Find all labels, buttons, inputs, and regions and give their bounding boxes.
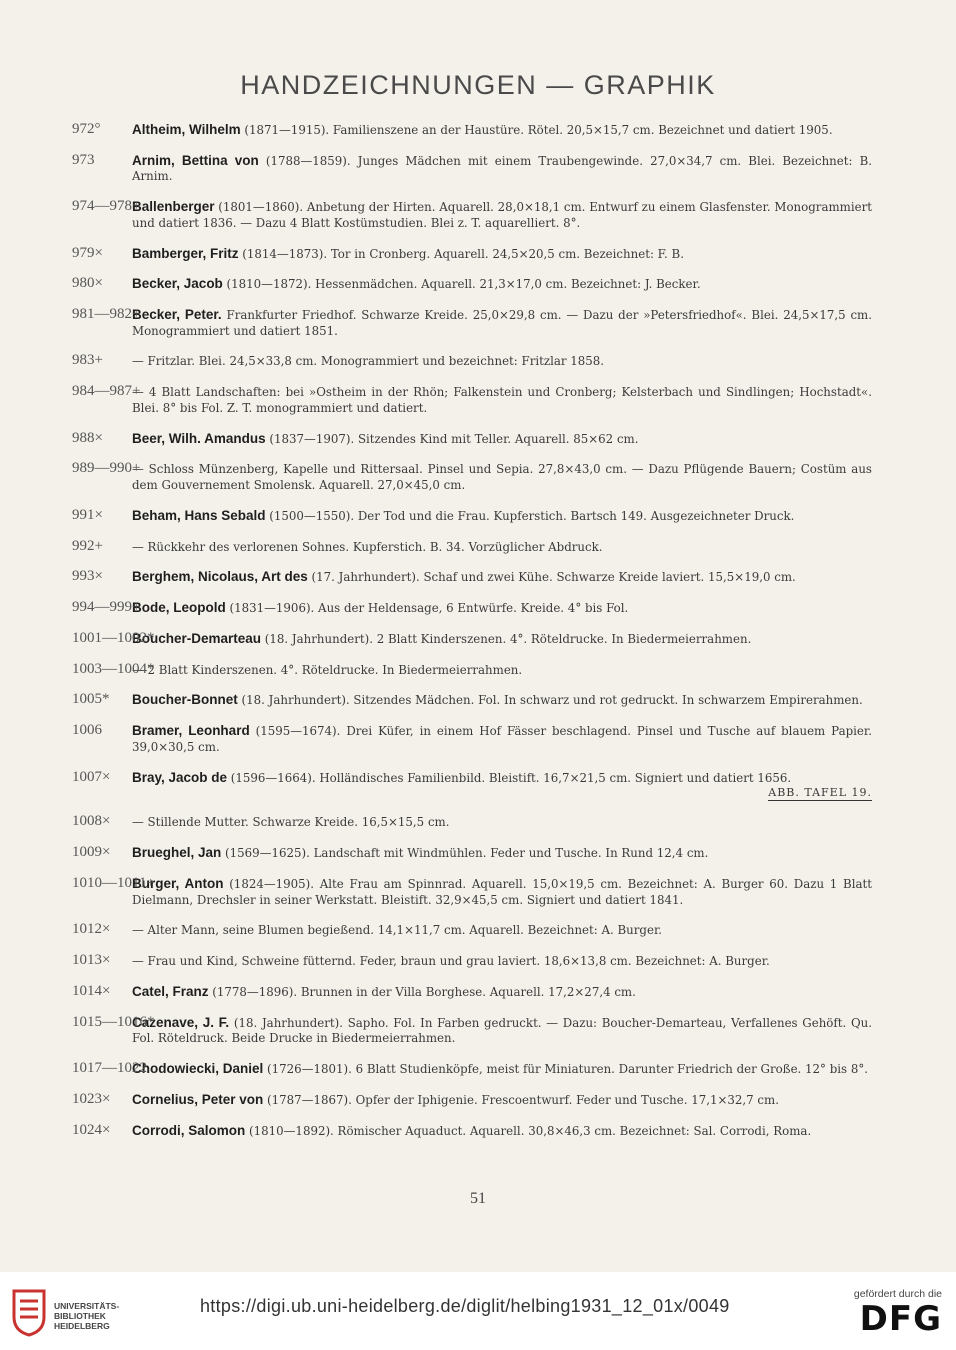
- catalog-entry: [72, 569, 872, 586]
- library-name-line-3: HEIDELBERG: [54, 1321, 110, 1331]
- lot-number: 1009×: [72, 844, 111, 861]
- entry-description: (1778—1896). Brunnen in der Villa Borghese. Aquarell. 17,2×27,4 cm.: [208, 984, 636, 999]
- catalog-entry: [72, 508, 872, 525]
- dfg-wordmark: DFG: [859, 1299, 942, 1339]
- entry-description: (1569—1625). Landschaft mit Windmühlen. Feder und Tusche. In Rund 12,4 cm.: [221, 846, 709, 861]
- catalog-entry: [72, 353, 872, 370]
- catalog-entry: [72, 431, 872, 448]
- catalog-entry: [72, 307, 872, 339]
- lot-number: 981—982+: [72, 306, 141, 323]
- catalog-entry: [72, 199, 872, 231]
- artist-name: Ballenberger: [132, 199, 215, 215]
- university-library-logo[interactable]: [10, 1287, 190, 1337]
- entry-description: (17. Jahrhundert). Schaf und zwei Kühe. Schwarze Kreide laviert. 15,5×19,0 cm.: [307, 570, 796, 585]
- artist-name: Burger, Anton: [132, 875, 224, 891]
- dfg-caption: gefördert durch die: [853, 1288, 942, 1300]
- artist-name: Catel, Franz: [132, 983, 209, 999]
- lot-number: 992+: [72, 537, 103, 554]
- lot-number: 1024×: [72, 1121, 111, 1138]
- artist-name: Corrodi, Salomon: [132, 1122, 246, 1138]
- catalog-entry: [72, 1092, 872, 1109]
- lot-number: 1013×: [72, 952, 111, 969]
- entry-description: — Stillende Mutter. Schwarze Kreide. 16,5×15,5 cm.: [132, 815, 450, 830]
- artist-name: Cazenave, J. F.: [132, 1014, 230, 1030]
- catalog-entry: [72, 845, 872, 862]
- artist-name: Becker, Peter.: [132, 307, 222, 323]
- artist-name: Arnim, Bettina von: [132, 152, 259, 168]
- artist-name: Brueghel, Jan: [132, 845, 222, 861]
- artist-name: Boucher-Bonnet: [132, 692, 238, 708]
- entry-description: (1595—1674). Drei Küfer, in einem Hof Fässer beschlagend. Pinsel und Tusche auf blauem Papier. 39,0×30,5 cm.: [132, 724, 872, 754]
- catalog-entry: [72, 984, 872, 1001]
- lot-number: 984—987+: [72, 383, 141, 400]
- artist-name: Bode, Leopold: [132, 600, 226, 616]
- catalog-entry: [72, 276, 872, 293]
- catalog-entry: [72, 770, 872, 801]
- library-name-line-2: BIBLIOTHEK: [54, 1311, 106, 1321]
- artist-name: Bray, Jacob de: [132, 769, 228, 785]
- artist-name: Boucher-Demarteau: [132, 630, 262, 646]
- entry-description: (1596—1664). Holländisches Familienbild. Bleistift. 16,7×21,5 cm. Signiert und datiert 1656.: [227, 770, 792, 785]
- lot-number: 1006: [72, 722, 102, 739]
- lot-number: 1005*: [72, 691, 110, 708]
- dfg-logo[interactable]: [842, 1288, 942, 1342]
- entry-description: (1837—1907). Sitzendes Kind mit Teller. Aquarell. 85×62 cm.: [265, 431, 639, 446]
- lot-number: 991×: [72, 506, 103, 523]
- catalog-entry: [72, 631, 872, 648]
- catalog-entry: [72, 246, 872, 263]
- artist-name: Berghem, Nicolaus, Art des: [132, 569, 308, 585]
- catalog-entry: [72, 723, 872, 755]
- lot-number: 1001—1002*: [72, 629, 155, 646]
- catalog-entry: [72, 1015, 872, 1047]
- library-name-line-1: UNIVERSITÄTS-: [54, 1301, 120, 1311]
- lot-number: 980×: [72, 275, 103, 292]
- lot-number: 1010—1011+: [72, 874, 155, 891]
- artist-name: Cornelius, Peter von: [132, 1091, 264, 1107]
- entry-description: — Fritzlar. Blei. 24,5×33,8 cm. Monogrammiert und bezeichnet: Fritzlar 1858.: [132, 354, 605, 369]
- catalog-entry: [72, 876, 872, 908]
- artist-name: Altheim, Wilhelm: [132, 122, 241, 137]
- artist-name: Beham, Hans Sebald: [132, 507, 266, 523]
- page-title: HANDZEICHNUNGEN — GRAPHIK: [240, 70, 716, 100]
- lot-number: 1007×: [72, 768, 111, 785]
- lot-number: 1015—1016*: [72, 1013, 155, 1030]
- entry-description: (18. Jahrhundert). Sitzendes Mädchen. Fol. In schwarz und rot gedruckt. In schwarzem Empirerahmen.: [237, 693, 863, 708]
- catalog-entry: [72, 153, 872, 185]
- lot-number: 1012×: [72, 921, 111, 938]
- catalog-entry: [72, 814, 872, 831]
- entry-description: — Frau und Kind, Schweine fütternd. Feder, braun und grau laviert. 18,6×13,8 cm. Bezeichnet: A. Burger.: [132, 954, 770, 969]
- artist-name: Bamberger, Fritz: [132, 245, 239, 261]
- lot-number: 988×: [72, 429, 103, 446]
- artist-name: Becker, Jacob: [132, 276, 223, 292]
- lot-number: 983+: [72, 352, 103, 369]
- library-name: [54, 1301, 119, 1331]
- viewer-footer: [0, 1272, 956, 1350]
- entry-description: (18. Jahrhundert). Sapho. Fol. In Farben gedruckt. — Dazu: Boucher-Demarteau, Verfallenes Gehöft. Qu. Fol. Röteldruck. Beide Drucke in Biedermeierrahmen.: [132, 1015, 872, 1046]
- entry-list: [72, 122, 872, 1153]
- catalog-entry: [72, 953, 872, 970]
- page-number: 51: [470, 1190, 486, 1207]
- entry-description: (1787—1867). Opfer der Iphigenie. Frescoentwurf. Feder und Tusche. 17,1×32,7 cm.: [263, 1092, 779, 1107]
- entry-description: (1831—1906). Aus der Heldensage, 6 Entwürfe. Kreide. 4° bis Fol.: [225, 601, 629, 616]
- entry-description: — 2 Blatt Kinderszenen. 4°. Röteldrucke. In Biedermeierrahmen.: [132, 662, 523, 677]
- entry-description: — 4 Blatt Landschaften: bei »Ostheim in der Rhön; Falkenstein und Cronberg; Kelsterbach und Sindlingen; Hochstadt«. Blei. 8° bis Fol. Z. T. monogrammiert und datiert.: [132, 385, 872, 415]
- lot-number: 993×: [72, 568, 103, 585]
- catalog-entry: [72, 662, 872, 679]
- artist-name: Chodowiecki, Daniel: [132, 1061, 264, 1077]
- catalog-entry: [72, 384, 872, 416]
- library-seal-icon: [10, 1287, 48, 1337]
- entry-description: — Alter Mann, seine Blumen begießend. 14,1×11,7 cm. Aquarell. Bezeichnet: A. Burger.: [132, 923, 663, 938]
- plate-reference: [132, 786, 872, 800]
- plate-reference-text: ABB. TAFEL 19.: [768, 786, 872, 800]
- catalog-entry: [72, 922, 872, 939]
- lot-number: 972°: [72, 121, 101, 137]
- lot-number: 1003—1004*: [72, 660, 155, 677]
- entry-description: (1810—1892). Römischer Aquaduct. Aquarell. 30,8×46,3 cm. Bezeichnet: Sal. Corrodi, Roma.: [245, 1123, 812, 1138]
- entry-description: (1500—1550). Der Tod und die Frau. Kupferstich. Bartsch 149. Ausgezeichneter Druck.: [265, 508, 795, 523]
- entry-description: Frankfurter Friedhof. Schwarze Kreide. 25,0×29,8 cm. — Dazu der »Petersfriedhof«. Blei. 24,5×17,5 cm. Monogrammiert und datiert 1851.: [132, 308, 872, 338]
- lot-number: 1014×: [72, 982, 111, 999]
- catalog-entry: [72, 692, 872, 709]
- lot-number: 974—978+: [72, 198, 141, 215]
- entry-description: — Schloss Münzenberg, Kapelle und Rittersaal. Pinsel und Sepia. 27,8×43,0 cm. — Dazu Pflügende Bauern; Costüm aus dem Gouvernement Smolensk. Aquarell. 27,0×45,0 cm.: [132, 462, 872, 492]
- catalog-entry: [72, 461, 872, 493]
- catalog-entry: [72, 539, 872, 556]
- catalog-entry: [72, 122, 872, 139]
- lot-number: 973: [72, 151, 95, 168]
- lot-number: 989—990+: [72, 460, 141, 477]
- entry-description: (18. Jahrhundert). 2 Blatt Kinderszenen. 4°. Röteldrucke. In Biedermeierrahmen.: [261, 631, 752, 646]
- lot-number: 994—999+: [72, 599, 141, 616]
- entry-description: (1814—1873). Tor in Cronberg. Aquarell. 24,5×20,5 cm. Bezeichnet: F. B.: [238, 246, 684, 261]
- lot-number: 979×: [72, 244, 103, 261]
- catalog-entry: [72, 1061, 872, 1078]
- entry-description: (1810—1872). Hessenmädchen. Aquarell. 21,3×17,0 cm. Bezeichnet: J. Becker.: [222, 277, 701, 292]
- artist-name: Bramer, Leonhard: [132, 723, 250, 739]
- catalog-entry: [72, 1123, 872, 1140]
- entry-description: (1871—1915). Familienszene an der Haustüre. Rötel. 20,5×15,7 cm. Bezeichnet und datiert 1905.: [240, 123, 833, 137]
- entry-description: (1801—1860). Anbetung der Hirten. Aquarell. 28,0×18,1 cm. Entwurf zu einem Glasfenster. Monogrammiert und datiert 1836. — Dazu 4 Blatt Kostümstudien. Blei z. T. aquarelliert. 8°.: [132, 200, 872, 230]
- lot-number: 1008×: [72, 813, 111, 830]
- entry-description: (1788—1859). Junges Mädchen mit einem Traubengewinde. 27,0×34,7 cm. Blei. Bezeichnet: B. Arnim.: [132, 153, 872, 184]
- lot-number: 1017—1022: [72, 1060, 147, 1077]
- lot-number: 1023×: [72, 1090, 111, 1107]
- catalog-entry: [72, 600, 872, 617]
- permalink-url[interactable]: https://digi.ub.uni-heidelberg.de/diglit/helbing1931_12_01x/0049: [200, 1296, 730, 1316]
- entry-description: (1726—1801). 6 Blatt Studienköpfe, meist für Miniaturen. Darunter Friedrich der Große. 12° bis 8°.: [263, 1062, 868, 1077]
- entry-description: — Rückkehr des verlorenen Sohnes. Kupferstich. B. 34. Vorzüglicher Abdruck.: [132, 539, 603, 554]
- entry-description: (1824—1905). Alte Frau am Spinnrad. Aquarell. 15,0×19,5 cm. Bezeichnet: A. Burger 60. Dazu 1 Blatt Dielmann, Drechsler in seiner Werkstatt. Bleistift. 32,9×45,5 cm. Signiert und datiert 1841.: [132, 876, 872, 907]
- artist-name: Beer, Wilh. Amandus: [132, 430, 266, 446]
